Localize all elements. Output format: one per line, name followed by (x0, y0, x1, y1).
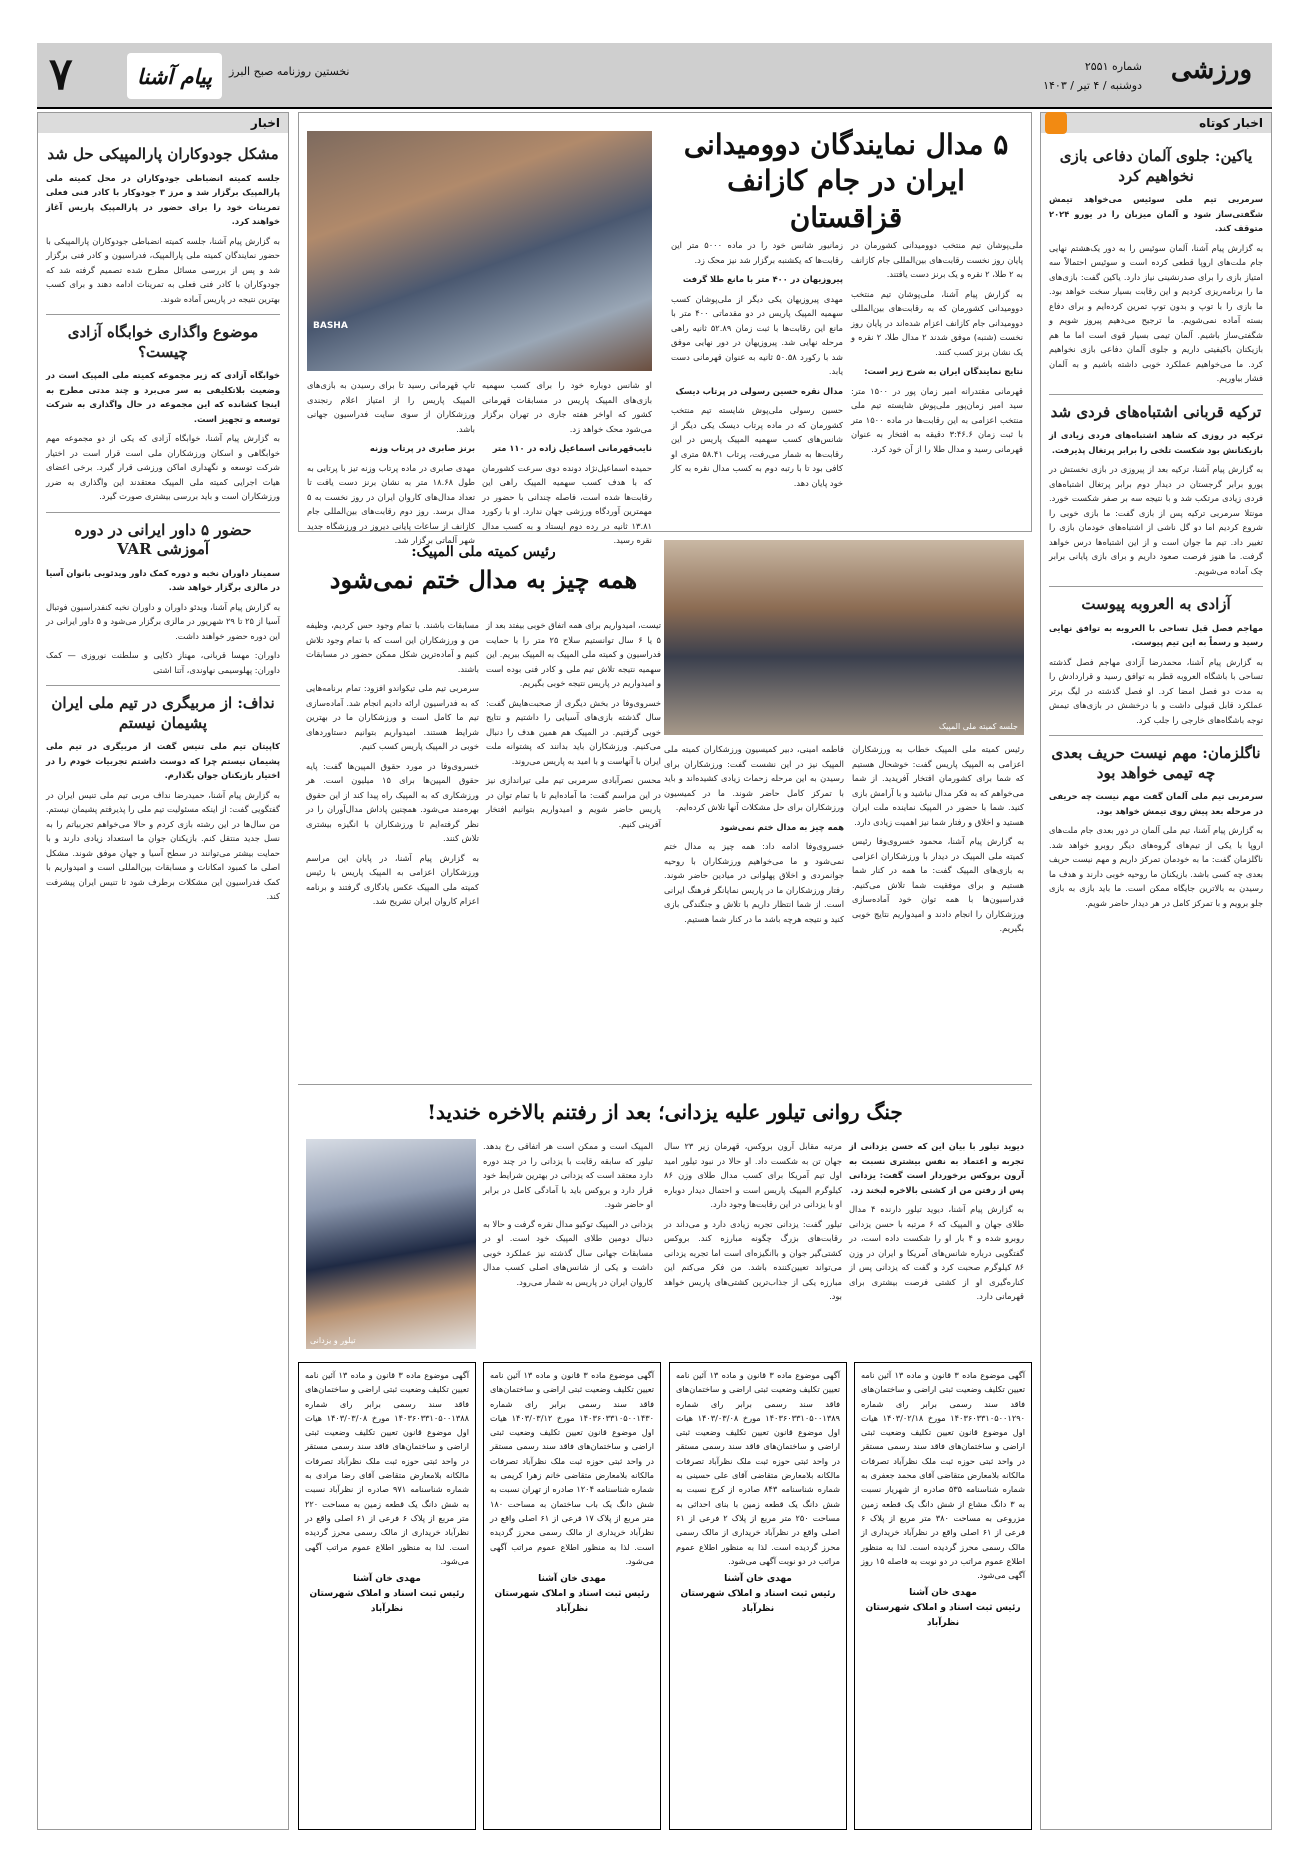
athletics-col-1 (851, 238, 1023, 528)
photo-caption: تیلور و یزدانی (310, 1336, 356, 1345)
wrestling-article (298, 1093, 1032, 1353)
legal-ad (483, 1362, 661, 1830)
issue-info (1043, 57, 1142, 95)
ad-signer-title: رئیس ثبت اسناد و املاک شهرستان نظرآباد (309, 1589, 465, 1615)
subheading: برنز صابری در پرتاب وزنه (369, 443, 475, 453)
committee-col-3 (486, 618, 661, 1082)
paragraph: تیلور گفت: یزدانی تجربه زیادی دارد و می‌داند در رقابت‌های بزرگ چگونه مبارزه کند. بروکس کشتی‌گیر جوان و باانگیزه‌ای است اما تجربه یزدانی می‌تواند تعیین‌کننده باشد. من فکر می‌کنم این مبارزه یکی از جذاب‌ترین کشتی‌های پاریس خواهد بود. (664, 1218, 842, 1301)
ads-section (298, 1362, 1032, 1830)
article-title: ترکیه قربانی اشتباه‌های فردی شد (1050, 402, 1262, 421)
paragraph: به گزارش پیام آشنا، ملی‌پوشان تیم منتخب دوومیدانی کشورمان که به رقابت‌های بین‌المللی دوومیدانی جام کازانف اعزام شده‌اند در پایان روز نخست (شنبه) موفق شدند ۲ مدال طلا، ۲ نقره و یک نشان برنز کسب کنند. (851, 288, 1024, 357)
ad-signer-title: رئیس ثبت اسناد و املاک شهرستان نظرآباد (865, 1603, 1021, 1629)
paragraph: حمیده اسماعیل‌نژاد دونده دوی سرعت کشورمان که با هدف کسب سهمیه المپیک راهی این رقابت‌ها شده است، فاصله چندانی با حضور در مهمترین آوردگاه ورزشی جهان ندارد. او با رکورد ۱۳.۸۱ ثانیه در رده دوم ایستاد و به کسب مدال نقره رسید. (482, 462, 652, 545)
paragraph: حسین رسولی ملی‌پوش شایسته تیم منتخب کشورمان که در ماده پرتاب دیسک یکی دیگر از شانس‌های کسب سهمیه المپیک پاریس در این رقابت‌ها به شمار می‌رفت، پرتاب ۵۸.۴۱ متری او کافی بود تا با رتبه دوم به کسب مدال نقره به کار خود پایان دهد. (671, 405, 844, 488)
paragraph: مهدی پیروزیهان یکی دیگر از ملی‌پوشان کسب سهمیه المپیک پاریس در دو مقدماتی ۴۰۰ متر با مانع این رقابت‌ها با ثبت زمان ۵۲.۸۹ ثانیه راهی مرحله نهایی شد. پیروزیهان در دور نهایی موفق شد با رکورد ۵۰.۵۸ ثانیه به عنوان قهرمانی دست یابد. (671, 293, 843, 376)
committee-heading (306, 540, 661, 610)
subheading: نتایج نمایندگان ایران به شرح زیر است: (864, 366, 1023, 376)
short-news-bar (1041, 113, 1271, 133)
paragraph: تاپ قهرمانی رسید تا برای رسیدن به بازی‌های المپیک پاریس را از امتیاز اعلام رنجندی ورزشکاران از سوی سایت فدراسیون جهانی باشد. (307, 380, 475, 434)
paragraph: تیست، امیدواریم برای همه اتفاق خوبی بیفتد بعد از ۵ یا ۶ سال توانستیم سلاح ۲۵ متر را با حمایت فدراسیون و کمیته ملی المپیک به المپیک ببریم. این سهمیه نتیجه تلاش تیم ملی و کادر فنی بوده است و امیدواریم در پاریس نتیجه خوبی بگیریم. (486, 620, 661, 688)
article-body: به گزارش پیام آشنا، محمدرضا آزادی مهاجم فصل گذشته تساحی با باشگاه العروبه قطر به توافق رسید و قراردادش را به مدت دو فصل امضا کرد. او فصل گذشته در لیگ برتر عملکرد قابل قبولی داشت و با درخشش در بازی‌های تیمش توجه باشگاه‌های خارجی را جلب کرد. (1049, 656, 1263, 725)
ad-signer: مهدی خان آشنا (909, 1588, 977, 1599)
article-lead: سرمربی تیم ملی سوئیس می‌خواهد تیمش شگفتی‌ساز شود و آلمان میزبان را در یورو ۲۰۲۴ متوقف کند. (1049, 194, 1263, 233)
section-title: ورزشی (1170, 55, 1252, 85)
photo-caption: BASHA (313, 321, 348, 331)
article-title: آزادی به العروبه پیوست (1081, 595, 1231, 613)
paragraph: محسن نصرآبادی سرمربی تیم ملی تیراندازی نیز در این مراسم گفت: ما آماده‌ایم تا با تمام توان در پاریس حاضر شویم و امیدواریم بتوانیم افتخار آفرینی کنیم. (486, 775, 661, 829)
short-news-column (1040, 112, 1272, 1830)
article-body: به گزارش پیام آشنا، تیم ملی آلمان در دور بعدی جام ملت‌های اروپا با یکی از تیم‌های گروه‌های دیگر روبرو خواهد شد. ناگلزمان گفت: ما به خودمان تمرکز داریم و مهم نیست حریف بعدی چه کسی باشد. بازیکنان ما روحیه خوبی دارند و هدف ما رسیدن به بالاترین جایگاه ممکن است. ما باید بازی به بازی جلو برویم و با تمرکز کامل در هر دیدار حاضر شویم. (1049, 825, 1263, 908)
paragraph: مرتبه مقابل آرون بروکس، قهرمان زیر ۲۳ سال جهان تن به شکست داد. او حالا در نبود تیلور امید اول تیم آمریکا برای کسب مدال طلای وزن ۸۶ کیلوگرم المپیک پاریس است و احتمال دیدار دوباره او با یزدانی در این رقابت‌ها وجود دارد. (664, 1141, 842, 1209)
article-body: به گزارش پیام آشنا، جلسه کمیته انضباطی جودوکاران پارالمپیکی با حضور نمایندگان کمیته ملی پارالمپیک، فدراسیون و کادر فنی برگزار شد و پس از بررسی مسائل مطرح شده تصمیم گرفته شد که جودوکاران با کادر فنی فعلی به تمرینات ادامه دهند و برای کسب بهترین نتیجه در پاریس آماده شوند. (46, 235, 280, 304)
news-bar: اخبار (38, 113, 288, 133)
athletics-title-line1: ۵ مدال نمایندگان دوومیدانی (683, 128, 1009, 161)
newspaper-slogan: نخستین روزنامه صبح البرز (229, 65, 350, 78)
ad-body: آگهی موضوع ماده ۳ قانون و ماده ۱۳ آئین نامه تعیین تکلیف وضعیت ثبتی اراضی و ساختمان‌های فاقد سند رسمی برابر رای شماره ۱۴۰۳۶۰۳۳۱۰۵۰۰۱۴۳۰ مورخ ۱۴۰۳/۰۳/۱۲ هیات اول موضوع قانون تعیین تکلیف وضعیت ثبتی اراضی و ساختمان‌های فاقد سند رسمی مستقر در واحد ثبتی حوزه ثبت ملک نظرآباد تصرفات مالکانه بلامعارض متقاضی خانم زهرا کریمی به شماره شناسنامه ۱۲۰۴ صادره از تهران نسبت به شش دانگ یک باب ساختمان به مساحت ۱۸۰ متر مربع از پلاک ۱۷ فرعی از ۶۱ اصلی واقع در نظرآباد خریداری از مالک رسمی محرز گردیده است. لذا به منظور اطلاع عموم مراتب آگهی می‌شود. (490, 1370, 655, 1566)
ad-signer-title: رئیس ثبت اسناد و املاک شهرستان نظرآباد (494, 1589, 650, 1615)
committee-title: همه چیز به مدال ختم نمی‌شود (329, 565, 638, 594)
article-title: موضوع واگذاری خوابگاه آزادی چیست؟ (67, 323, 259, 361)
article-title: نداف: از مربیگری در تیم ملی ایران پشیمان نیستم (51, 694, 275, 732)
paragraph: به گزارش پیام آشنا، دیوید تیلور دارنده ۴ مدال طلای جهان و المپیک که ۶ مرتبه با حسن یزدانی روبرو شده و ۴ بار او را شکست داده است، در گفتگویی درباره شانس‌های آمریکا و ایران در وزن ۸۶ کیلوگرم صحبت کرد و گفت که یزدانی پس از کناره‌گیری او از کشتی فرصت بیشتری برای قهرمانی دارد. (849, 1204, 1024, 1301)
paragraph: فاطمه امینی، دبیر کمیسیون ورزشکاران کمیته ملی المپیک نیز در این نشست گفت: ورزشکاران برای رسیدن به این مرحله زحمات زیادی کشیده‌اند و باید با تمرکز کامل حاضر شوند. ما در کمیسیون ورزشکاران برای حل مشکلات آنها تلاش کرده‌ایم. (664, 744, 844, 812)
photo-caption: جلسه کمیته ملی المپیک (938, 722, 1018, 731)
wrestling-col-2 (664, 1139, 842, 1349)
page-header (37, 43, 1272, 109)
athletics-title (671, 127, 1021, 236)
article-lead: کاپیتان تیم ملی تنیس گفت از مربیگری در تیم ملی پشیمان نیستم چرا که دوست داشتم تجربیات خودم را در اختیار بازیکنان جوان بگذارم. (46, 741, 280, 780)
paragraph: دیوید تیلور با بیان این که حسن یزدانی از تجربه و اعتماد به نفس بیشتری نسبت به آرون بروکس برخوردار است گفت: یزدانی پس از رفتن من از کشتی بالاخره لبخند زد. (849, 1141, 1024, 1195)
paragraph: رئیس کمیته ملی المپیک خطاب به ورزشکاران اعزامی به المپیک پاریس گفت: خوشحال هستیم که شما برای کشورمان افتخار آفریدید. از شما می‌خواهم که به فکر مدال نباشید و با آرامش بازی کنید. شما با حضور در المپیک نماینده ملت ایران هستید و اخلاق و رفتار شما نیز اهمیت زیادی دارد. (852, 744, 1024, 827)
article-body: به گزارش پیام آشنا، ترکیه بعد از پیروزی در بازی نخستش در یورو برابر گرجستان در دیدار دوم برابر پرتغال اشتباه‌های فردی زیادی مرتکب شد و با نتیجه سه بر صفر شکست خورد. مونتلا سرمربی ترکیه پس از بازی گفت: ما بازی خوبی را شروع کردیم اما دو گل ناشی از اشتباه‌های خودمان بازی را تغییر داد. تیم ما جوان است و از این اشتباه‌ها درس خواهد گرفت. ما هنوز فرصت صعود داریم و برای بازی پایانی برابر چک آماده می‌شویم. (1049, 464, 1263, 576)
athletics-article (298, 112, 1032, 545)
wrestling-col-1 (849, 1139, 1024, 1349)
article-lead: ترکیه در روزی که شاهد اشتباه‌های فردی زیادی از بازیکنانش بود شکست تلخی را برابر پرتغال پذیرفت. (1049, 430, 1263, 455)
rss-icon (1045, 112, 1067, 134)
paragraph: خسروی‌وفا در بخش دیگری از صحبت‌هایش گفت: سال گذشته بازی‌های آسیایی را داشتیم و نتایج خوبی گرفتیم. در المپیک هم همین هدف را دنبال می‌کنیم. ورزشکاران باید بدانند که پشتوانه ملت ایران با آنهاست و با امید به پاریس می‌روند. (486, 697, 661, 766)
article-lead: سرمربی تیم ملی آلمان گفت مهم نیست چه حریفی در مرحله بعد پیش روی تیمش خواهد بود. (1049, 791, 1263, 816)
legal-ad (854, 1362, 1032, 1830)
paragraph: ملی‌پوشان تیم منتخب دوومیدانی کشورمان در پایان روز نخست رقابت‌های بین‌المللی جام کازانف به ۲ طلا، ۲ نقره و یک برنز دست یافتند. (851, 240, 1023, 279)
issue-number: شماره ۲۵۵۱ (1084, 60, 1142, 73)
article-title: حضور ۵ داور ایرانی در دوره آموزشی VAR (74, 520, 252, 558)
ad-signer: مهدی خان آشنا (353, 1574, 421, 1585)
paragraph: قهرمانی مقتدرانه امیر زمان پور در ۱۵۰۰ متر: سید امیر زمان‌پور ملی‌پوش شایسته تیم ملی منتخب اعزامی به این رقابت‌ها در ماده ۱۵۰۰ متر با ثبت زمان ۳:۴۶.۶ دقیقه به افتخار به عنوان قهرمانی رسید و مدال طلا را از آن خود کرد. (851, 385, 1023, 454)
athletics-photo (307, 131, 652, 371)
athletics-col-3 (482, 378, 652, 545)
paragraph: زمانیور شانس خود را در ماده ۵۰۰۰ متر این رقابت‌ها که یکشنبه برگزار شد نیز محک زد. (671, 240, 844, 265)
news-column (37, 112, 289, 1830)
legal-ad (669, 1362, 847, 1830)
committee-photo (664, 540, 1024, 735)
subheading: همه چیز به مدال ختم نمی‌شود (720, 821, 844, 832)
article-body: به گزارش پیام آشنا، آلمان سوئیس را به دور یک‌هشتم نهایی جام ملت‌های اروپا قطعی کرده است و سوئیس احتمالاً سه امتیاز بازی را برای صدرنشینی نیاز دارد. یاکین گفت: بازی‌های ما را برنامه‌ریزی کردیم و این رقابت بسیار سخت خواهد بود. ما بازی را با توپ و بدون توپ تمرین کرده‌ایم و برای دفاع بسته آماده نمی‌شویم. ما ترجیح می‌دهیم پیروز شویم و شگفتی‌ساز باشیم. آلمان تیمی بسیار قوی است اما ما هم بازیکنان باکیفیتی داریم و جلوی آلمان دفاعی بازی نخواهیم کرد. ما می‌خواهیم عملکرد خوبی داشته باشیم و به آلمان فشار بیاوریم. (1049, 242, 1263, 383)
article-lead: مهاجم فصل قبل تساحی با العروبه به توافق نهایی رسید و رسماً به این تیم پیوست. (1049, 622, 1263, 647)
ad-signature (861, 1586, 1025, 1631)
ad-signer: مهدی خان آشنا (724, 1574, 792, 1585)
issue-date: دوشنبه / ۴ تیر / ۱۴۰۳ (1043, 79, 1142, 92)
ad-signer-title: رئیس ثبت اسناد و املاک شهرستان نظرآباد (680, 1589, 836, 1615)
paragraph: او شانس دوباره خود را برای کسب سهمیه بازی‌های المپیک پاریس در مسابقات قهرمانی کشور که اواخر هفته جاری در تهران برگزار می‌شود محک خواهد زد. (482, 380, 652, 434)
article-title: مشکل جودوکاران پارالمپیکی حل شد (47, 145, 279, 163)
short-news-label: اخبار کوتاه (1199, 116, 1263, 130)
wrestling-photo (306, 1139, 476, 1349)
wrestling-col-3 (483, 1139, 653, 1349)
paragraph: خسروی‌وفا در مورد حقوق المپین‌ها گفت: پایه حقوق المپین‌ها برای ۱۵ میلیون است. هر ورزشکاری که به المپیک راه پیدا کند از این حقوق بهره‌مند می‌شود. همچنین پاداش مدال‌آوران را در نظر گرفته‌ایم تا ورزشکاران با انگیزه بیشتری تلاش کنند. (306, 760, 479, 843)
article-body: به گزارش پیام آشنا، ویدئو داوران و داوران نخبه کنفدراسیون فوتبال آسیا از ۲۵ تا ۲۹ شهریور در مالزی برگزار می‌شود و ۵ داور ایرانی در این دوره حضور خواهند داشت. (46, 601, 280, 641)
legal-ad (298, 1362, 476, 1830)
article-title: ناگلزمان: مهم نیست حریف بعدی چه تیمی خواهد بود (1051, 744, 1261, 782)
athletics-title-line2: ایران در جام کازانف قزاقستان (727, 164, 965, 234)
committee-col-1 (852, 742, 1024, 1082)
olympic-committee-article (298, 540, 1032, 1085)
article-body: به گزارش پیام آشنا، حمیدرضا نداف مربی تیم ملی تنیس ایران در گفتگویی گفت: از اینکه مسئولیت تیم ملی را پذیرفتم پشیمان نیستم. من سال‌ها در این رشته بازی کردم و حالا می‌خواهم تجربیاتم را به نسل جدید منتقل کنم. بازیکنان جوان ما استعداد زیادی دارند و با حمایت بیشتر می‌توانند در سطح آسیا و جهان موفق شوند. مشکل اصلی ما کمبود امکانات و مسابقات بین‌المللی است و امیدواریم با کمک فدراسیون این مشکلات برطرف شود تا تنیس ایران پیشرفت کند. (46, 789, 280, 901)
ad-signer: مهدی خان آشنا (538, 1574, 606, 1585)
subheading: مدال نقره حسین رسولی در پرتاب دیسک (675, 385, 843, 396)
newspaper-logo: پیام آشنا (127, 53, 222, 99)
article-body: به گزارش پیام آشنا، خوابگاه آزادی که یکی از دو مجموعه مهم خوابگاهی و اسکان ورزشکاران ملی است قرار است در اختیار شرکت توسعه و نگهداری اماکن ورزشی قرار گیرد. برخی اعضای هیات اجرایی کمیته ملی المپیک معتقدند این واگذاری به ضرر ورزشکاران است و باید بررسی بیشتری صورت گیرد. (46, 433, 280, 501)
paragraph: به گزارش پیام آشنا، محمود خسروی‌وفا رئیس کمیته ملی المپیک در دیدار با ورزشکاران اعزامی به بازی‌های المپیک گفت: ما همه در کنار شما هستیم و برای موفقیت شما تلاش می‌کنیم. فدراسیون‌ها با همه توان خود آماده‌سازی ورزشکاران را انجام دادند و امیدواریم نتایج خوبی بگیریم. (852, 836, 1024, 933)
subheading: پیروزیهان در ۴۰۰ متر با مانع طلا گرفت (682, 274, 843, 284)
subheading: نایب‌قهرمانی اسماعیل زاده در ۱۱۰ متر (492, 443, 652, 453)
paragraph: المپیک است و ممکن است هر اتفاقی رخ بدهد. تیلور که سابقه رقابت با یزدانی را در چند دوره دارد معتقد است که یزدانی در بهترین شرایط خود قرار دارد و بروکس باید با آمادگی کامل در برابر او حاضر شود. (483, 1141, 653, 1209)
referee-list: داوران: مهسا قربانی، مهناز ذکایی و سلطنت نوروزی — کمک داوران: پهلوسیمی نهاوندی، آتنا اشتی (46, 650, 280, 675)
paragraph: یزدانی در المپیک توکیو مدال نقره گرفت و حالا به دنبال دومین طلای المپیک خود است. او در مسابقات جهانی سال گذشته نیز عملکرد خوبی داشت و یکی از شانس‌های اصلی کسب مدال کاروان ایران در پاریس به شمار می‌رود. (483, 1218, 653, 1287)
ad-body: آگهی موضوع ماده ۳ قانون و ماده ۱۳ آئین نامه تعیین تکلیف وضعیت ثبتی اراضی و ساختمان‌های فاقد سند رسمی برابر رای شماره ۱۴۰۳۶۰۳۳۱۰۵۰۰۱۲۹۰ مورخ ۱۴۰۳/۰۲/۱۸ هیات اول موضوع قانون تعیین تکلیف وضعیت ثبتی اراضی و ساختمان‌های فاقد سند رسمی مستقر در واحد ثبتی حوزه ثبت ملک نظرآباد تصرفات مالکانه بلامعارض متقاضی آقای محمد جعفری به شماره شناسنامه ۵۳۵ صادره از شهریار نسبت به ۳ دانگ مشاع از شش دانگ یک قطعه زمین مزروعی به مساحت ۳۸۰ متر مربع از پلاک ۶ فرعی از ۶۱ اصلی واقع در نظرآباد خریداری از مالک رسمی محرز گردیده است. لذا به منظور اطلاع عموم مراتب در دو نوبت به فاصله ۱۵ روز آگهی می‌شود. (861, 1370, 1026, 1581)
paragraph: مسابقات باشند. با تمام وجود حس کردیم، وظیفه من و ورزشکاران این است که با تمام وجود تلاش کنیم و آماده‌ترین شکل ممکن حضور در مسابقات باشند. (306, 620, 479, 674)
committee-kicker: رئیس کمیته ملی المپیک: (411, 544, 556, 560)
athletics-col-4 (307, 378, 475, 545)
ad-signature (676, 1572, 840, 1617)
paragraph: مهدی صابری در ماده پرتاب وزنه تیز با پرتابی به طول ۱۸.۶۸ متر به نشان برنز دست یافت تا تعداد مدال‌های کاروان ایران در روز نخست به ۵ مدال برسد. روز دوم رقابت‌های بین‌المللی جام کازانف از ساعات پایانی دیروز در ورزشگاه جدید شهر آلماتی برگزار شد. (307, 462, 475, 545)
committee-col-4 (306, 618, 479, 1082)
ad-signature (305, 1572, 469, 1617)
paragraph: به گزارش پیام آشنا، در پایان این مراسم ورزشکاران اعزامی به المپیک پاریس با رئیس کمیته ملی المپیک عکس یادگاری گرفتند و برنامه اعزام کاروان ایران تشریح شد. (306, 852, 479, 906)
athletics-col-2 (671, 238, 843, 528)
paragraph: خسروی‌وفا ادامه داد: همه چیز به مدال ختم نمی‌شود و ما می‌خواهیم ورزشکاران با روحیه جوانمردی و اخلاق پهلوانی در میادین حاضر شوند. رفتار ورزشکاران ما در پاریس نمایانگر فرهنگ ایرانی است. از شما انتظار داریم با تلاش و جنگندگی بازی کنید و نتیجه هرچه باشد ما در کنار شما هستیم. (664, 841, 844, 924)
ad-signature (490, 1572, 654, 1617)
article-title: یاکین: جلوی آلمان دفاعی بازی نخواهیم کرد (1059, 147, 1253, 185)
article-lead: سمینار داوران نخبه و دوره کمک داور ویدئویی بانوان آسیا در مالزی برگزار خواهد شد. (46, 567, 280, 592)
wrestling-title: جنگ روانی تیلور علیه یزدانی؛ بعد از رفتنم بالاخره خندید! (427, 1100, 903, 1124)
article-lead: خوابگاه آزادی که زیر مجموعه کمیته ملی المپیک است در وضعیت بلاتکلیفی به سر می‌برد و چند مدتی مطرح به اینجا کشانده که این مجموعه در حال واگذاری به شرکت توسعه و تجهیز است. (46, 370, 280, 424)
ad-body: آگهی موضوع ماده ۳ قانون و ماده ۱۳ آئین نامه تعیین تکلیف وضعیت ثبتی اراضی و ساختمان‌های فاقد سند رسمی برابر رای شماره ۱۴۰۳۶۰۳۳۱۰۵۰۰۱۳۸۸ مورخ ۱۴۰۳/۰۳/۰۸ هیات اول موضوع قانون تعیین تکلیف وضعیت ثبتی اراضی و ساختمان‌های فاقد سند رسمی مستقر در واحد ثبتی حوزه ثبت ملک نظرآباد تصرفات مالکانه بلامعارض متقاضی آقای رضا مرادی به شماره شناسنامه ۹۷۱ صادره از نظرآباد نسبت به شش دانگ یک قطعه زمین به مساحت ۲۲۰ متر مربع از پلاک ۶ فرعی از ۶۱ اصلی واقع در نظرآباد خریداری از مالک رسمی محرز گردیده است. لذا به منظور اطلاع عموم مراتب آگهی می‌شود. (305, 1370, 470, 1566)
page-number: ۷ (49, 49, 73, 100)
ad-body: آگهی موضوع ماده ۳ قانون و ماده ۱۳ آئین نامه تعیین تکلیف وضعیت ثبتی اراضی و ساختمان‌های فاقد سند رسمی برابر رای شماره ۱۴۰۳۶۰۳۳۱۰۵۰۰۱۳۸۹ مورخ ۱۴۰۳/۰۳/۰۸ هیات اول موضوع قانون تعیین تکلیف وضعیت ثبتی اراضی و ساختمان‌های فاقد سند رسمی مستقر در واحد ثبتی حوزه ثبت ملک نظرآباد تصرفات مالکانه بلامعارض متقاضی آقای علی حسینی به شماره شناسنامه ۸۴۳ صادره از کرج نسبت به شش دانگ یک قطعه زمین با بنای احداثی به مساحت ۲۵۰ متر مربع از پلاک ۲ فرعی از ۶۱ اصلی واقع در نظرآباد خریداری از مالک رسمی محرز گردیده است. لذا به منظور اطلاع عموم مراتب در دو نوبت آگهی می‌شود. (676, 1370, 841, 1566)
article-lead: جلسه کمیته انضباطی جودوکاران در محل کمیته ملی پارالمپیک برگزار شد و مرز ۳ جودوکار با کادر فنی فعلی تمرینات خود را برای حضور در پارالمپیک پاریس آغاز خواهند کرد. (46, 172, 280, 226)
paragraph: سرمربی تیم ملی تیکواندو افزود: تمام برنامه‌هایی که به فدراسیون ارائه دادیم انجام شد. آماده‌سازی تیم ما کامل است و ورزشکاران ما در بهترین شرایط هستند. امیدواریم بتوانیم دستاوردهای خوبی در المپیک پاریس کسب کنیم. (306, 683, 479, 751)
committee-col-2 (664, 742, 844, 1082)
